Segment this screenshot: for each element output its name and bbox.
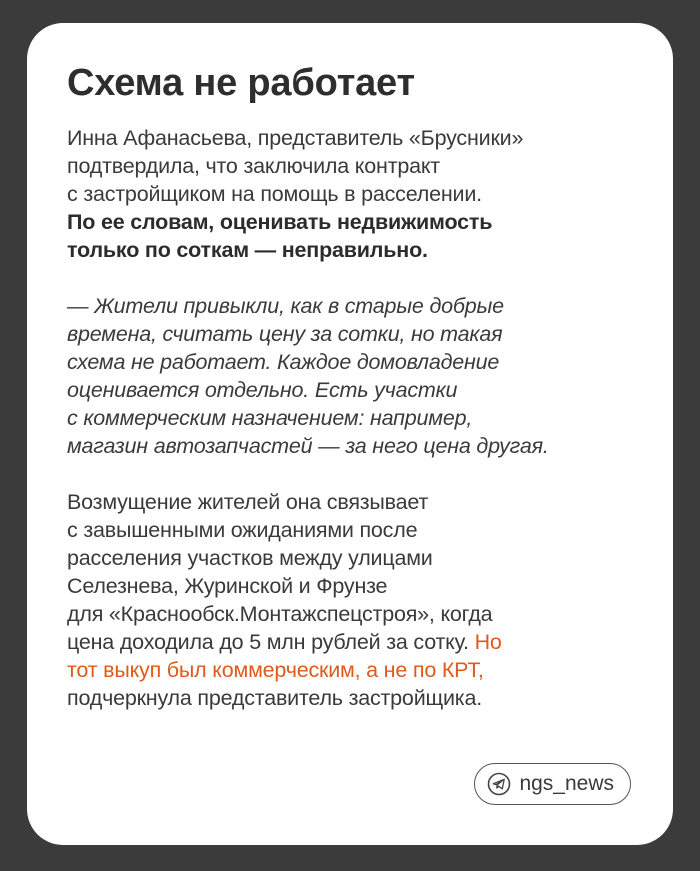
intro-bold-line: По ее словам, оценивать недвижимость	[67, 210, 493, 234]
accent-text: Но	[474, 630, 502, 654]
closing-line: цена доходила до 5 млн рублей за сотку.	[67, 630, 469, 654]
card-title: Схема не работает	[67, 62, 415, 104]
quote-paragraph	[67, 292, 633, 460]
quote-line: магазин автозапчастей — за него цена другая.	[67, 434, 549, 458]
telegram-icon	[487, 772, 511, 796]
closing-line: подчеркнула представитель застройщика.	[67, 686, 483, 710]
closing-line: расселения участков между улицами	[67, 546, 433, 570]
quote-line: оценивается отдельно. Есть участки	[67, 378, 458, 402]
intro-bold-line: только по соткам — неправильно.	[67, 238, 428, 262]
accent-text: тот выкуп был коммерческим, а не по КРТ,	[67, 658, 484, 682]
quote-line: схема не работает. Каждое домовладение	[67, 350, 500, 374]
closing-paragraph	[67, 488, 633, 712]
quote-line: времена, считать цену за сотки, но такая	[67, 322, 503, 346]
intro-line: подтвердила, что заключила контракт	[67, 154, 440, 178]
intro-paragraph	[67, 124, 633, 264]
article-card	[27, 23, 673, 845]
badge-handle: ngs_news	[519, 772, 614, 795]
closing-line: для «Краснообск.Монтажспецстроя», когда	[67, 602, 493, 626]
quote-line: с коммерческим назначением: например,	[67, 406, 473, 430]
source-badge[interactable]	[474, 763, 631, 805]
intro-line: с застройщиком на помощь в расселении.	[67, 182, 482, 206]
intro-line: Инна Афанасьева, представитель «Брусники»	[67, 126, 524, 150]
closing-line: Возмущение жителей она связывает	[67, 490, 429, 514]
closing-line: с завышенными ожиданиями после	[67, 518, 418, 542]
quote-line: — Жители привыкли, как в старые добрые	[67, 294, 504, 318]
closing-line: Селезнева, Журинской и Фрунзе	[67, 574, 388, 598]
